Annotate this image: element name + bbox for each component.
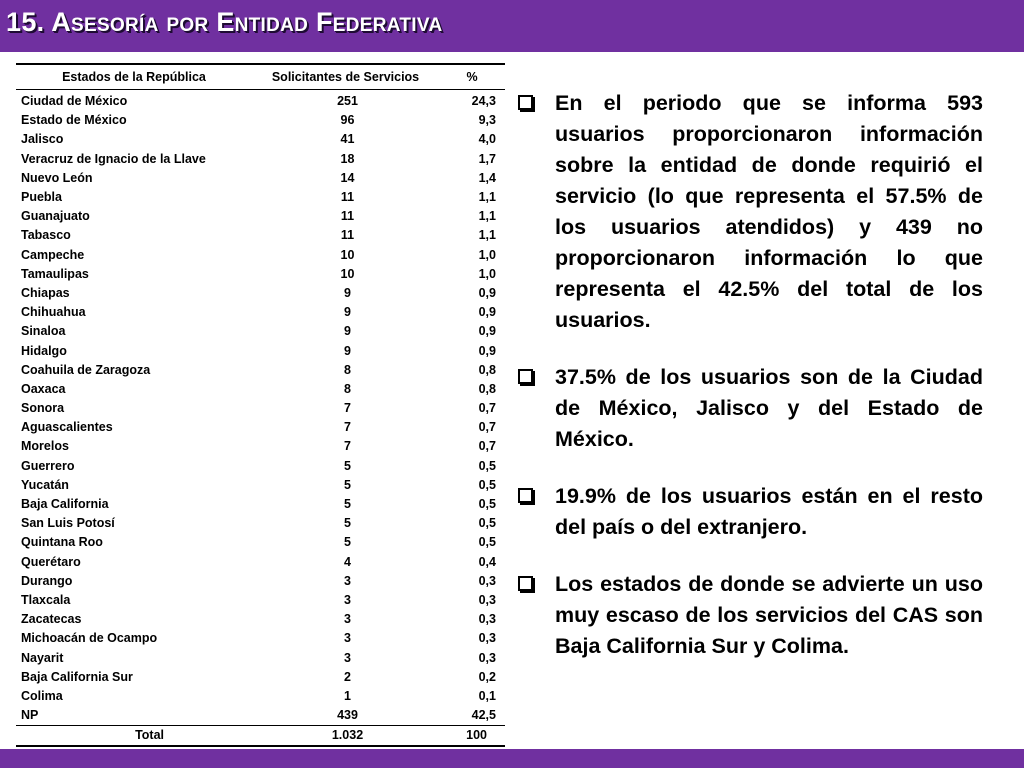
- percent-cell: 24,3: [471, 94, 496, 109]
- percent-cell: 42,5: [471, 708, 496, 723]
- table-row: [16, 418, 505, 437]
- table-row: [16, 668, 505, 687]
- count-cell: 11: [340, 190, 355, 205]
- count-cell: 9: [344, 285, 351, 300]
- percent-cell: 0,5: [478, 477, 496, 492]
- table-row: [16, 90, 505, 112]
- table-total-row: [16, 726, 505, 747]
- percent-cell: 0,8: [478, 362, 496, 377]
- percent-cell: 0,7: [478, 401, 496, 416]
- count-cell: 8: [344, 362, 351, 377]
- percent-cell: 0,3: [478, 573, 496, 588]
- percent-cell: 1,1: [478, 228, 496, 243]
- table-row: [16, 150, 505, 169]
- count-cell: 5: [344, 458, 351, 473]
- count-cell: 4: [344, 554, 351, 569]
- percent-cell: 0,9: [478, 285, 496, 300]
- bullet-item: [517, 569, 983, 662]
- state-cell: Guerrero: [21, 458, 75, 473]
- bullet-list: [517, 88, 983, 688]
- table-row: [16, 610, 505, 629]
- count-cell: 18: [340, 151, 355, 166]
- table-row: [16, 361, 505, 380]
- table-row: [16, 169, 505, 188]
- state-cell: Baja California: [21, 497, 109, 512]
- state-cell: Yucatán: [21, 477, 69, 492]
- percent-cell: 0,3: [478, 631, 496, 646]
- table-row: [16, 533, 505, 552]
- states-table-container: [16, 63, 505, 747]
- total-label: Total: [16, 726, 252, 747]
- percent-cell: 0,2: [478, 669, 496, 684]
- table-row: [16, 207, 505, 226]
- state-cell: Puebla: [21, 190, 62, 205]
- percent-cell: 1,4: [478, 170, 496, 185]
- table-row: [16, 284, 505, 303]
- table-body: [16, 90, 505, 726]
- percent-cell: 0,9: [478, 343, 496, 358]
- state-cell: Sonora: [21, 401, 65, 416]
- percent-cell: 0,7: [478, 439, 496, 454]
- state-cell: Coahuila de Zaragoza: [21, 362, 151, 377]
- count-cell: 11: [340, 228, 355, 243]
- table-row: [16, 553, 505, 572]
- state-cell: Chihuahua: [21, 305, 86, 320]
- checkbox-bullet-icon: [518, 95, 533, 110]
- state-cell: Chiapas: [21, 285, 70, 300]
- bullet-item: [517, 88, 983, 336]
- table-row: [16, 111, 505, 130]
- percent-cell: 1,0: [478, 266, 496, 281]
- checkbox-bullet-icon: [518, 576, 533, 591]
- count-cell: 11: [340, 209, 355, 224]
- percent-cell: 0,5: [478, 458, 496, 473]
- percent-cell: 0,9: [478, 305, 496, 320]
- state-cell: Guanajuato: [21, 209, 90, 224]
- count-cell: 7: [344, 420, 351, 435]
- count-cell: 5: [344, 516, 351, 531]
- percent-cell: 1,1: [478, 190, 496, 205]
- percent-cell: 0,8: [478, 381, 496, 396]
- state-cell: Jalisco: [21, 132, 64, 147]
- percent-cell: 4,0: [478, 132, 496, 147]
- count-cell: 2: [344, 669, 351, 684]
- percent-cell: 0,9: [478, 324, 496, 339]
- table-row: [16, 380, 505, 399]
- table-row: [16, 265, 505, 284]
- state-cell: Baja California Sur: [21, 669, 133, 684]
- count-cell: 251: [337, 94, 358, 109]
- bottom-bar: [0, 749, 1024, 768]
- state-cell: Tamaulipas: [21, 266, 89, 281]
- percent-cell: 0,4: [478, 554, 496, 569]
- table-row: [16, 437, 505, 456]
- state-cell: Colima: [21, 688, 63, 703]
- table-row: [16, 341, 505, 360]
- table-row: [16, 706, 505, 726]
- header-requesters: Solicitantes de Servicios: [252, 64, 439, 90]
- state-cell: Veracruz de Ignacio de la Llave: [21, 151, 206, 166]
- percent-cell: 0,1: [478, 688, 496, 703]
- state-cell: Zacatecas: [21, 612, 82, 627]
- table-row: [16, 629, 505, 648]
- count-cell: 9: [344, 305, 351, 320]
- percent-cell: 1,7: [478, 151, 496, 166]
- state-cell: Campeche: [21, 247, 85, 262]
- state-cell: Hidalgo: [21, 343, 67, 358]
- table-row: [16, 476, 505, 495]
- table-row: [16, 188, 505, 207]
- table-row: [16, 303, 505, 322]
- state-cell: San Luis Potosí: [21, 516, 115, 531]
- percent-cell: 1,0: [478, 247, 496, 262]
- count-cell: 9: [344, 324, 351, 339]
- header-states: Estados de la República: [16, 64, 252, 90]
- count-cell: 14: [340, 170, 355, 185]
- checkbox-bullet-icon: [518, 488, 533, 503]
- percent-cell: 0,5: [478, 497, 496, 512]
- percent-cell: 0,7: [478, 420, 496, 435]
- table-row: [16, 591, 505, 610]
- table-row: [16, 648, 505, 667]
- percent-cell: 0,3: [478, 650, 496, 665]
- count-cell: 96: [340, 113, 355, 128]
- title-bar: [0, 0, 1024, 52]
- table-row: [16, 246, 505, 265]
- table-row: [16, 226, 505, 245]
- table-row: [16, 130, 505, 149]
- percent-cell: 9,3: [478, 113, 496, 128]
- count-cell: 3: [344, 573, 351, 588]
- percent-cell: 0,5: [478, 516, 496, 531]
- count-cell: 7: [344, 401, 351, 416]
- bullet-text: 19.9% de los usuarios están en el resto del país o del extranjero.: [555, 484, 983, 539]
- state-cell: Michoacán de Ocampo: [21, 631, 158, 646]
- bullet-text: Los estados de donde se advierte un uso muy escaso de los servicios del CAS son Baja California Sur y Colima.: [555, 572, 983, 658]
- state-cell: Tlaxcala: [21, 592, 71, 607]
- count-cell: 5: [344, 477, 351, 492]
- count-cell: 439: [337, 708, 358, 723]
- state-cell: Durango: [21, 573, 73, 588]
- state-cell: Oaxaca: [21, 381, 66, 396]
- percent-cell: 0,3: [478, 592, 496, 607]
- table-row: [16, 687, 505, 706]
- count-cell: 3: [344, 650, 351, 665]
- percent-cell: 0,3: [478, 612, 496, 627]
- state-cell: Estado de México: [21, 113, 127, 128]
- count-cell: 3: [344, 612, 351, 627]
- count-cell: 9: [344, 343, 351, 358]
- count-cell: 5: [344, 497, 351, 512]
- header-percent: %: [439, 64, 505, 90]
- total-percent: 100: [439, 726, 505, 747]
- bullet-item: [517, 481, 983, 543]
- count-cell: 7: [344, 439, 351, 454]
- state-cell: Quintana Roo: [21, 535, 103, 550]
- state-cell: Morelos: [21, 439, 69, 454]
- bullet-text: En el periodo que se informa 593 usuarios proporcionaron información sobre la entidad de donde requirió el servicio (lo que representa el 57.5% de los usuarios atendidos) y 439 no proporcionaron información lo que representa el 42.5% del total de los usuarios.: [555, 91, 983, 332]
- table-row: [16, 457, 505, 476]
- slide-title: 15. Asesoría por Entidad Federativa: [6, 7, 443, 37]
- percent-cell: 0,5: [478, 535, 496, 550]
- state-cell: Sinaloa: [21, 324, 66, 339]
- state-cell: Nayarit: [21, 650, 64, 665]
- count-cell: 10: [340, 247, 355, 262]
- count-cell: 8: [344, 381, 351, 396]
- state-cell: NP: [21, 708, 39, 723]
- state-cell: Querétaro: [21, 554, 81, 569]
- count-cell: 1: [344, 688, 351, 703]
- bullet-item: [517, 362, 983, 455]
- table-row: [16, 495, 505, 514]
- count-cell: 41: [340, 132, 355, 147]
- total-count: 1.032: [252, 726, 439, 747]
- table-row: [16, 322, 505, 341]
- count-cell: 10: [340, 266, 355, 281]
- count-cell: 3: [344, 592, 351, 607]
- state-cell: Aguascalientes: [21, 420, 113, 435]
- state-cell: Nuevo León: [21, 170, 93, 185]
- table-row: [16, 514, 505, 533]
- percent-cell: 1,1: [478, 209, 496, 224]
- table-header-row: [16, 64, 505, 90]
- table-row: [16, 572, 505, 591]
- count-cell: 3: [344, 631, 351, 646]
- count-cell: 5: [344, 535, 351, 550]
- state-cell: Tabasco: [21, 228, 71, 243]
- bullet-text: 37.5% de los usuarios son de la Ciudad de México, Jalisco y del Estado de México.: [555, 365, 983, 451]
- checkbox-bullet-icon: [518, 369, 533, 384]
- states-table: [16, 63, 505, 747]
- state-cell: Ciudad de México: [21, 94, 128, 109]
- table-row: [16, 399, 505, 418]
